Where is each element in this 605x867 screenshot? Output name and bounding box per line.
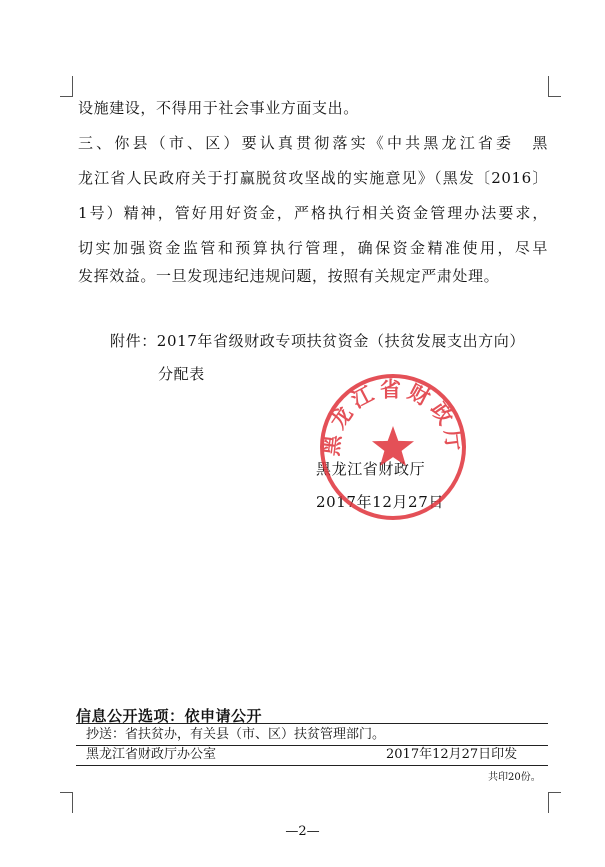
copies-count: 共印20份。 bbox=[488, 772, 541, 783]
disclosure-option: 信息公开选项：依申请公开 bbox=[76, 707, 263, 725]
page-number: —2— bbox=[285, 824, 320, 839]
print-date: 2017年12月27日印发 bbox=[386, 747, 518, 762]
issuing-office: 黑龙江省财政厅办公室 bbox=[86, 747, 217, 762]
body-para3-line-1: 三、你县（市、区）要认真贯彻落实《中共黑龙江省委 黑 bbox=[78, 134, 548, 152]
footer-rule-top bbox=[76, 723, 548, 724]
attachment-line-1: 附件：2017年省级财政专项扶贫资金（扶贫发展支出方向） bbox=[110, 332, 525, 350]
body-line-1: 设施建设，不得用于社会事业方面支出。 bbox=[78, 99, 359, 117]
crop-mark-top-left bbox=[60, 76, 73, 97]
cc-line: 抄送：省扶贫办，有关县（市、区）扶贫管理部门。 bbox=[86, 727, 386, 742]
body-para3-line-5: 发挥效益。一旦发现违纪违规问题，按照有关规定严肃处理。 bbox=[78, 267, 500, 285]
footer-rule-middle bbox=[76, 745, 548, 746]
footer-rule-bottom bbox=[76, 765, 548, 766]
body-para3-line-2: 龙江省人民政府关于打赢脱贫攻坚战的实施意见》（黑发〔2016〕 bbox=[78, 169, 548, 187]
svg-text:黑龙江省财政厅: 黑龙江省财政厅 bbox=[318, 377, 468, 458]
crop-mark-top-right bbox=[548, 76, 561, 97]
attachment-line-2: 分配表 bbox=[158, 365, 205, 383]
signature-date: 2017年12月27日 bbox=[316, 493, 444, 511]
official-seal-stamp bbox=[318, 372, 468, 522]
body-para3-line-4: 切实加强资金监管和预算执行管理，确保资金精准使用，尽早 bbox=[78, 239, 548, 257]
body-para3-line-3: 1号）精神，管好用好资金，严格执行相关资金管理办法要求， bbox=[78, 204, 548, 222]
crop-mark-bottom-left bbox=[60, 792, 73, 813]
signature-issuer: 黑龙江省财政厅 bbox=[316, 460, 426, 478]
crop-mark-bottom-right bbox=[548, 792, 561, 813]
